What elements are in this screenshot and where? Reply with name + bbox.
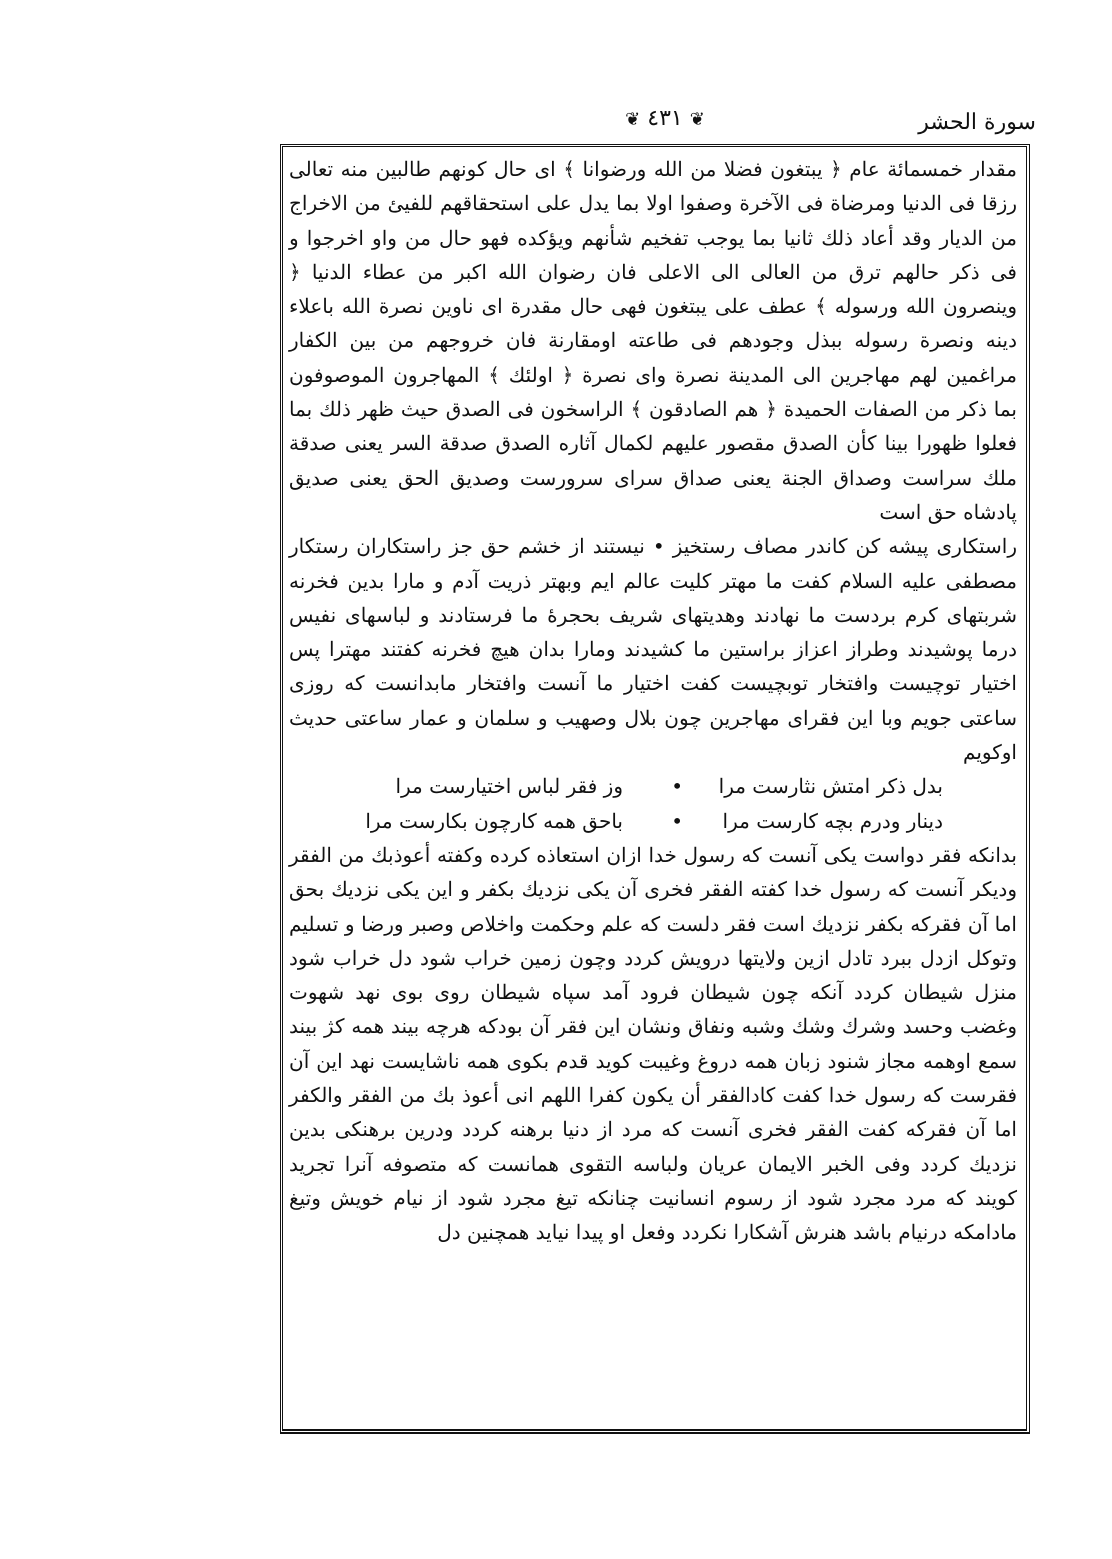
couplet-separator: • <box>671 774 683 799</box>
poem-couplets <box>289 769 1017 838</box>
hemistich: باحق همه كارچون بكارست مرا <box>365 808 623 833</box>
couplet-separator: • <box>671 808 683 833</box>
surah-title: سورة الحشر <box>918 110 1036 135</box>
couplet-1 <box>289 769 1017 803</box>
page-body-text <box>289 152 1017 1250</box>
hemistich: وز فقر لباس اختيارست مرا <box>395 774 623 799</box>
ornament-right-icon: ❦ <box>689 109 705 130</box>
hemistich: بدل ذكر امتش نثارست مرا <box>718 774 943 799</box>
paragraph-on-poverty: بدانكه فقر دواست يكى آنست كه رسول خدا ازان استعاذه كرده وكفته أعوذبك من الفقر وديكر آنست كه رسول خدا كفته الفقر فخرى آن يكى نزديك بكفر و اين يكى نزديك بحق اما آن فقركه بكفر نزديك است فقر دلست كه علم وحكمت واخلاص وصبر ورضا و تسليم وتوكل ازدل ببرد تادل ازين ولايتها درويش كردد وچون زمين خراب شود دل خراب شود منزل شيطان كردد آنكه چون شيطان فرود آمد سپاه شيطان روى بوى نهد شهوت وغضب وحسد وشرك وشك وشبه ونفاق ونشان اين فقر آن بودكه هرچه بيند همه كژ بيند سمع اوهمه مجاز شنود زبان همه دروغ وغيبت كويد قدم بكوى همه ناشايست نهد اين آن فقرست كه رسول خدا كفت كادالفقر أن يكون كفرا اللهم انى أعوذ بك من الفقر والكفر اما آن فقركه كفت الفقر فخرى آنست كه مرد از دنيا برهنه كردد ودرين برهنكى بدين نزديك كردد وفى الخبر الايمان عريان ولباسه التقوى همانست كه متصوفه آنرا تجريد كويند كه مرد مجرد شود از رسوم انسانيت چنانكه تيغ مجرد شود از نيام خويش وتيغ مادامكه درنيام باشد هنرش آشكارا نكردد وفعل او پيدا نيايد همچنين دل <box>289 842 1018 1245</box>
hemistich: دينار ودرم بچه كارست مرا <box>722 808 943 833</box>
ornament-left-icon: ❦ <box>625 109 641 130</box>
paragraph-tafsir: مقدار خمسمائة عام ﴿ يبتغون فضلا من الله ورضوانا ﴾ اى حال كونهم طالبين منه تعالى رزقا فى الدنيا ومرضاة فى الآخرة وصفوا اولا بما يدل على استحقاقهم للفيئ من الاخراج من الديار وقد أعاد ذلك ثانيا بما يوجب تفخيم شأنهم ويؤكده فهو حال من واو اخرجوا و فى ذكر حالهم ترق من العالى الى الاعلى فان رضوان الله اكبر من عطاء الدنيا ﴿ وينصرون الله ورسوله ﴾ عطف على يبتغون فهى حال مقدرة اى ناوين نصرة الله باعلاء دينه ونصرة رسوله ببذل وجودهم فى طاعته اومقارنة فان خروجهم من بين الكفار مراغمين لهم مهاجرين الى المدينة نصرة واى نصرة ﴿ اولئك ﴾ المهاجرون الموصوفون بما ذكر من الصفات الحميدة ﴿ هم الصادقون ﴾ الراسخون فى الصدق حيث ظهر ذلك بما فعلوا ظهورا بينا كأن الصدق مقصور عليهم لكمال آثاره الصدق صدقة السر يعنى صدقة ملك سراست وصداق الجنة يعنى صداق سراى سرورست وصديق الحق يعنى صديق پادشاه حق است <box>289 157 1017 524</box>
couplet-2 <box>289 804 1017 838</box>
page-number-block <box>610 106 720 131</box>
paragraph-persian-commentary: راستكارى پيشه كن كاندر مصاف رستخيز • نيستند از خشم حق جز راستكاران رستكار مصطفى عليه السلام كفت ما مهتر كليت عالم ايم وبهتر ذريت آدم و مارا بدين فخرنه شربتهاى كرم بردست ما نهادند وهديتهاى شريف بحجرهٔ ما فرستادند و لباسهاى نفيس درما پوشيدند وطراز اعزاز براستين ما كشيدند ومارا بدان هيچ فخرنه كفتند مهترا پس اختيار توچيست وافتخار توبچيست كفت اختيار ما آنست وافتخار مابدانست كه روزى ساعتى جويم وبا اين فقراى مهاجرين چون بلال وصهيب و سلمان و عمار ساعتى حديث اوكويم <box>289 534 1017 765</box>
page-header <box>280 106 1040 146</box>
page-number: ٤٣١ <box>647 106 683 131</box>
